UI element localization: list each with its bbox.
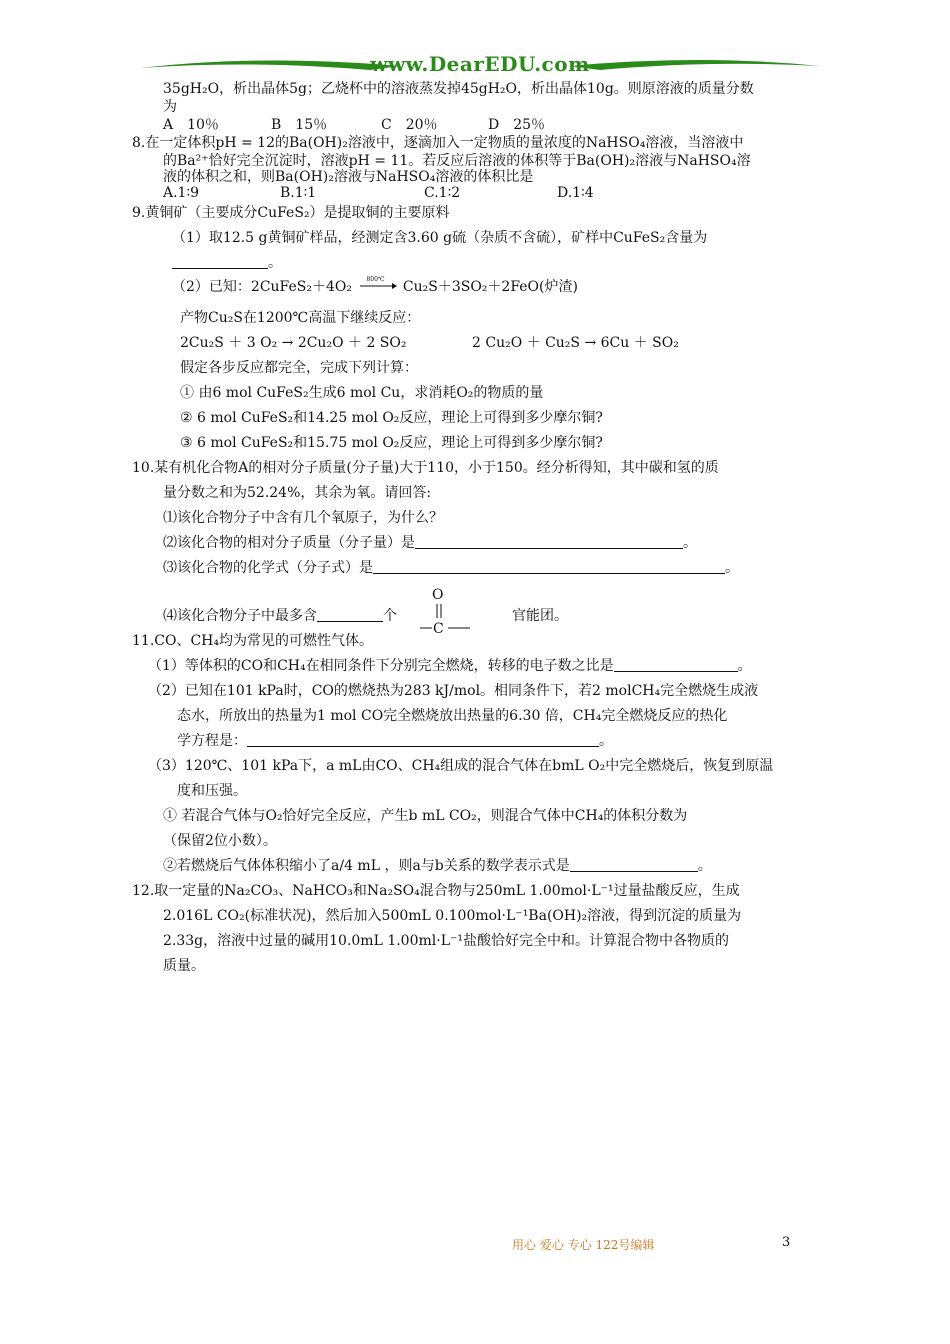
q11-title: 11.CO、CH₄均为常见的可燃性气体。	[132, 633, 373, 649]
footer-credit: 用心 爱心 专心 122号编辑	[512, 1238, 655, 1252]
q7-option-a: A 10％	[163, 117, 219, 133]
q7-option-d: D 25％	[488, 117, 546, 133]
q7-line1: 35gH₂O，析出晶体5g；乙烧杯中的溶液蒸发掉45gH₂O，析出晶体10g。则原溶液的质量分数	[163, 81, 754, 97]
logo-text: www.DearEDU.com	[370, 52, 590, 76]
q11-sub3-case2-end: 。	[697, 858, 712, 874]
q9-part2-suffix: Cu₂S＋3SO₂＋2FeO(炉渣)	[402, 279, 578, 295]
q11-sub3-case1: ① 若混合气体与O₂恰好完全反应，产生b mL CO₂，则混合气体中CH₄的体积分数为	[163, 808, 688, 824]
q10-sub2-end: 。	[683, 535, 697, 551]
q11-sub3-line1: （3）120℃、101 kPa下，a mL由CO、CH₄组成的混合气体在bmL O₂中完全燃烧后，恢复到原温	[148, 758, 774, 774]
q12-line3: 2.33g，溶液中过量的碱用10.0mL 1.00ml·L⁻¹盐酸恰好完全中和。计算混合物中各物质的	[163, 933, 730, 949]
q10-sub2-text: ⑵该化合物的相对分子质量（分子量）是	[163, 535, 415, 551]
answer-blank[interactable]	[373, 559, 725, 574]
reaction-arrow	[356, 277, 398, 291]
q8-option-c: C.1∶2	[424, 185, 461, 201]
q10-sub2	[163, 534, 697, 552]
q11-sub2-end: 。	[599, 733, 613, 749]
q12-line1: 12.取一定量的Na₂CO₃、NaHCO₃和Na₂SO₄混合物与250mL 1.00mol·L⁻¹过量盐酸反应，生成	[132, 883, 740, 899]
q7-line2: 为	[163, 99, 177, 115]
q8-option-b: B.1∶1	[280, 185, 317, 201]
answer-blank[interactable]	[570, 857, 698, 872]
q10-sub4-prefix: ⑷该化合物分子中最多含	[163, 608, 317, 624]
q9-equation1: 2Cu₂S ＋ 3 O₂ → 2Cu₂O ＋ 2 SO₂	[180, 335, 407, 351]
q10-sub4-mid: 个	[383, 608, 397, 624]
q10-line2: 量分数之和为52.24%，其余为氧。请回答:	[163, 485, 432, 501]
q9-calc3: ③ 6 mol CuFeS₂和15.75 mol O₂反应，理论上可得到多少摩尔铜?	[180, 435, 603, 451]
q11-sub1-text: （1）等体积的CO和CH₄在相同条件下分别完全燃烧，转移的电子数之比是	[148, 658, 614, 674]
carbonyl-carbon: C	[433, 621, 444, 637]
q10-sub1: ⑴该化合物分子中含有几个氧原子，为什么？	[163, 510, 443, 526]
q10-line1: 10.某有机化合物A的相对分子质量(分子量)大于110，小于150。经分析得知，其中碳和氢的质	[132, 460, 719, 476]
q12-line2: 2.016L CO₂(标准状况)，然后加入500mL 0.100mol·L⁻¹Ba(OH)₂溶液，得到沉淀的质量为	[163, 908, 742, 924]
q9-part1: （1）取12.5 g黄铜矿样品，经测定含3.60 g硫（杂质不含硫），矿样中CuFeS₂含量为	[172, 230, 708, 246]
q11-sub3-case2-text: ②若燃烧后气体体积缩小了a/4 mL ，则a与b关系的数学表示式是	[163, 858, 570, 874]
q11-sub3-case1b: （保留2位小数）。	[163, 833, 277, 849]
q8-option-d: D.1∶4	[557, 185, 594, 201]
q11-sub1	[148, 657, 752, 675]
answer-blank[interactable]	[415, 534, 683, 549]
q11-sub3-line2: 度和压强。	[177, 783, 247, 799]
q11-sub2-line2: 态水，所放出的热量为1 mol CO完全燃烧放出热量的6.30 倍，CH₄完全燃烧反应的热化	[177, 708, 728, 724]
q10-sub4-suffix: 官能团。	[512, 608, 568, 624]
q10-sub3-end: 。	[725, 560, 739, 576]
carbonyl-oxygen: O	[432, 587, 444, 603]
q8-line2: 的Ba²⁺恰好完全沉淀时，溶液pH = 11。若反应后溶液的体积等于Ba(OH)₂溶液与NaHSO₄溶	[163, 153, 751, 169]
q11-sub2-line3	[177, 732, 613, 750]
answer-blank[interactable]	[247, 732, 599, 747]
q8-line3: 液的体积之和，则Ba(OH)₂溶液与NaHSO₄溶液的体积比是	[163, 169, 534, 185]
carbonyl-bonds	[418, 586, 474, 638]
q9-part3: 产物Cu₂S在1200℃高温下继续反应：	[180, 310, 421, 326]
q11-sub2-line1: （2）已知在101 kPa时，CO的燃烧热为283 kJ/mol。相同条件下，若2 molCH₄完全燃烧生成液	[148, 683, 759, 699]
q11-sub1-end: 。	[737, 658, 752, 674]
q9-calc2: ② 6 mol CuFeS₂和14.25 mol O₂反应，理论上可得到多少摩尔铜?	[180, 410, 603, 426]
q8-line1: 8.在一定体积pH = 12的Ba(OH)₂溶液中，逐滴加入一定物质的量浓度的NaHSO₄溶液，当溶液中	[132, 135, 744, 151]
q9-equation2: 2 Cu₂O ＋ Cu₂S → 6Cu ＋ SO₂	[472, 335, 679, 351]
q12-line4: 质量。	[163, 958, 205, 974]
q9-part1-answer	[172, 254, 282, 272]
q11-sub3-case2	[163, 857, 712, 875]
answer-blank[interactable]	[317, 607, 383, 622]
q9-part2-prefix: （2）已知：2CuFeS₂＋4O₂	[172, 279, 352, 295]
carbonyl-group-structure	[418, 586, 474, 638]
answer-blank[interactable]	[172, 254, 268, 269]
page-number: 3	[782, 1235, 791, 1250]
q10-sub3	[163, 559, 739, 577]
q9-part4: 假定各步反应都完全，完成下列计算：	[180, 360, 418, 376]
q8-option-a: A.1∶9	[163, 185, 200, 201]
arrow-icon	[356, 279, 398, 293]
q9-part1-end: 。	[268, 255, 282, 271]
q10-sub4	[163, 607, 397, 625]
q9-title: 9.黄铜矿（主要成分CuFeS₂）是提取铜的主要原料	[132, 205, 450, 221]
q7-option-b: B 15％	[271, 117, 328, 133]
q11-sub2-line3-text: 学方程是：	[177, 733, 247, 749]
q7-option-c: C 20％	[381, 117, 438, 133]
q9-part2	[172, 277, 578, 296]
q9-calc1: ① 由6 mol CuFeS₂生成6 mol Cu，求消耗O₂的物质的量	[180, 385, 544, 401]
q10-sub3-text: ⑶该化合物的化学式（分子式）是	[163, 560, 373, 576]
answer-blank[interactable]	[614, 657, 738, 672]
reaction-condition: 800℃	[366, 276, 385, 283]
